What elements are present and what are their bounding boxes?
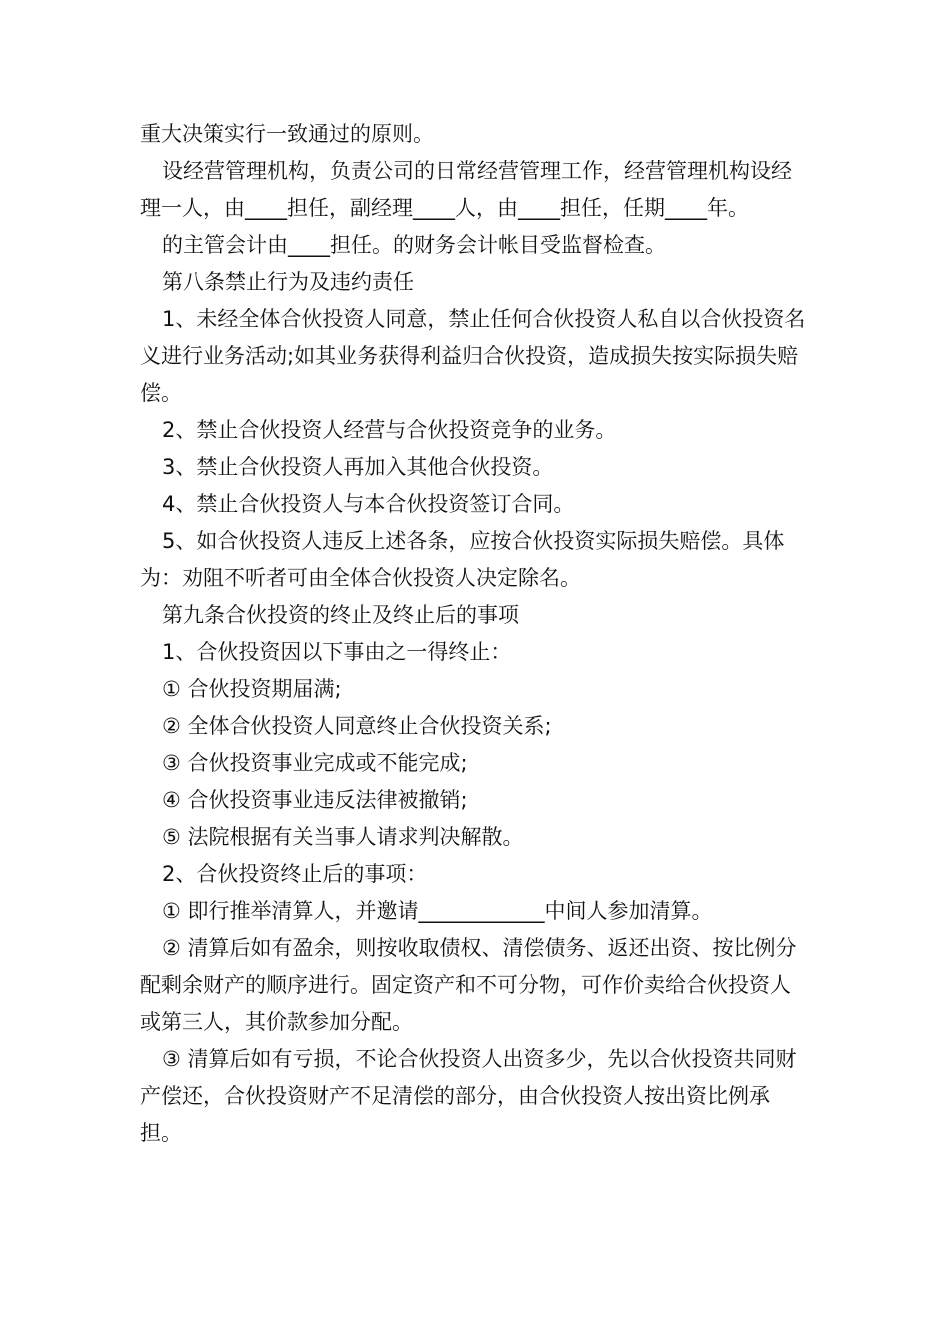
clause-9-2: 2、合伙投资终止后的事项： — [162, 862, 428, 886]
list-item-revoked: ④ 合伙投资事业违反法律被撤销; — [162, 788, 468, 812]
paragraph-management-body: 设经营管理机构，负责公司的日常经营管理工作，经营管理机构设经理一人，由____担任，副经理____人，由____担任，任期____年。 — [140, 159, 793, 220]
paragraph-accountant: 的主管会计由____担任。的财务会计帐目受监督检查。 — [162, 233, 667, 257]
clause-8-3: 3、禁止合伙投资人再加入其他合伙投资。 — [162, 455, 554, 479]
list-item-term-expired: ① 合伙投资期届满; — [162, 677, 342, 701]
list-item-deficit: ③ 清算后如有亏损，不论合伙投资人出资多少，先以合伙投资共同财产偿还，合伙投资财产不足清偿的部分，由合伙投资人按出资比例承担。 — [140, 1047, 797, 1145]
clause-9-1: 1、合伙投资因以下事由之一得终止： — [162, 640, 512, 664]
paragraph-decision-principle: 重大决策实行一致通过的原则。 — [140, 122, 434, 146]
clause-8-1: 1、未经全体合伙投资人同意，禁止任何合伙投资人私自以合伙投资名义进行业务活动;如其业务获得利益归合伙投资，造成损失按实际损失赔偿。 — [140, 307, 806, 405]
heading-article-9: 第九条合伙投资的终止及终止后的事项 — [162, 603, 520, 627]
list-item-court-dissolution: ⑤ 法院根据有关当事人请求判决解散。 — [162, 825, 524, 849]
clause-8-5: 5、如合伙投资人违反上述各条，应按合伙投资实际损失赔偿。具体为：劝阻不听者可由全体合伙投资人决定除名。 — [140, 529, 785, 590]
list-item-business-done: ③ 合伙投资事业完成或不能完成; — [162, 751, 468, 775]
list-item-liquidator: ① 即行推举清算人，并邀请____________中间人参加清算。 — [162, 899, 713, 923]
clause-8-4: 4、禁止合伙投资人与本合伙投资签订合同。 — [162, 492, 575, 516]
heading-article-8: 第八条禁止行为及违约责任 — [162, 270, 415, 294]
list-item-surplus: ② 清算后如有盈余，则按收取债权、清偿债务、返还出资、按比例分配剩余财产的顺序进行。固定资产和不可分物，可作价卖给合伙投资人或第三人，其价款参加分配。 — [140, 936, 797, 1034]
document-body — [140, 116, 810, 1152]
list-item-all-agree: ② 全体合伙投资人同意终止合伙投资关系; — [162, 714, 552, 738]
clause-8-2: 2、禁止合伙投资人经营与合伙投资竞争的业务。 — [162, 418, 617, 442]
